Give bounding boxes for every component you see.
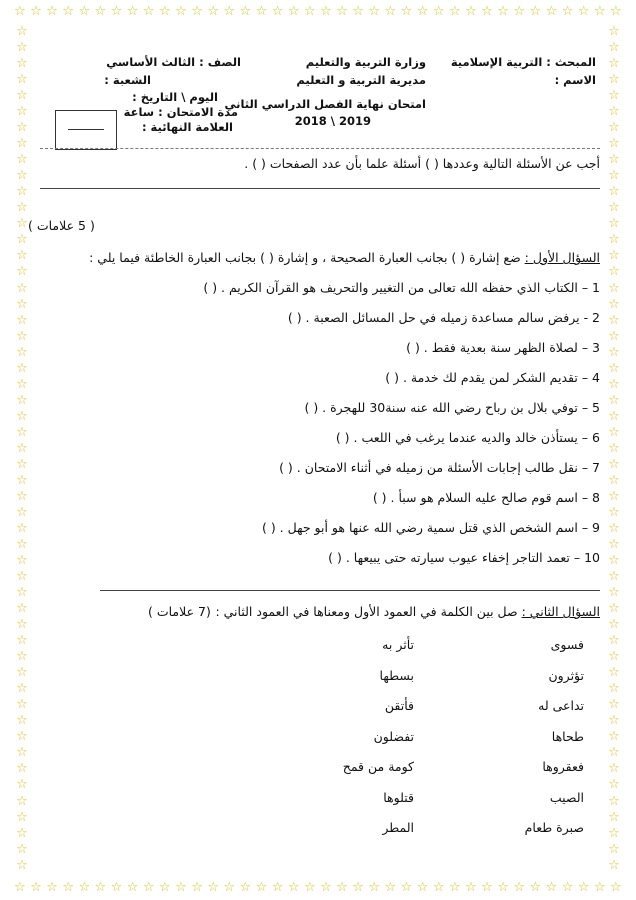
star-icon: ☆ [352,880,364,895]
star-icon: ☆ [513,880,526,895]
star-icon: ☆ [608,24,620,39]
star-icon: ☆ [62,880,74,895]
star-icon: ☆ [16,440,28,456]
q2-title: السؤال الثاني : [521,604,600,619]
name-label: الاسم : [554,73,596,87]
star-icon: ☆ [16,280,28,296]
exam-year: 2018 \ 2019 [294,114,371,128]
star-icon: ☆ [16,745,28,761]
star-icon: ☆ [545,880,558,895]
star-icon: ☆ [16,601,28,617]
star-icon: ☆ [561,4,574,19]
star-icon: ☆ [608,104,620,120]
instructions: أجب عن الأسئلة التالية وعددها ( ) أسئلة علما بأن عدد الصفحات ( ) . [244,156,600,171]
q2-meaning: قتلوها [383,789,414,805]
star-icon: ☆ [46,4,58,19]
star-icon: ☆ [30,880,42,895]
star-icon: ☆ [16,168,28,184]
star-icon: ☆ [207,4,219,19]
star-icon: ☆ [158,880,171,895]
star-icon: ☆ [94,880,107,895]
star-border-right [606,24,622,874]
star-icon: ☆ [16,825,28,841]
star-icon: ☆ [529,880,542,895]
q2-meaning: تفضلون [373,728,414,744]
star-icon: ☆ [223,4,236,19]
star-icon: ☆ [16,184,28,200]
star-icon: ☆ [16,232,28,248]
star-icon: ☆ [608,520,620,536]
star-icon: ☆ [529,4,542,19]
star-icon: ☆ [16,761,28,777]
star-icon: ☆ [608,184,620,200]
star-icon: ☆ [608,136,620,152]
star-icon: ☆ [16,248,28,264]
star-icon: ☆ [608,793,620,809]
q1-instruction: ضع إشارة ( ) بجانب العبارة الصحيحة ، و إشارة ( ) بجانب العبارة الخاطئة فيما يلي : [89,250,521,265]
q1-item: 2 - يرفض سالم مساعدة زميله في حل المسائل الصعبة . ( ) [287,310,600,325]
grade-box-line [68,129,104,130]
star-icon: ☆ [16,681,28,697]
exam-title: امتحان نهاية الفصل الدراسي الثاني [224,97,426,111]
star-icon: ☆ [303,880,316,895]
star-icon: ☆ [16,472,28,488]
q1-heading [89,250,600,265]
star-icon: ☆ [110,4,123,19]
star-icon: ☆ [608,152,620,168]
star-icon: ☆ [608,665,620,681]
star-icon: ☆ [593,880,606,895]
star-icon: ☆ [608,408,620,424]
grade-box [55,110,117,150]
star-icon: ☆ [608,216,620,232]
star-icon: ☆ [608,56,620,72]
star-icon: ☆ [16,392,28,408]
star-icon: ☆ [384,4,397,19]
star-icon: ☆ [608,809,620,825]
star-icon: ☆ [336,4,348,19]
q2-marks: (7 علامات ) [148,604,211,619]
star-icon: ☆ [352,4,364,19]
star-icon: ☆ [16,488,28,504]
star-icon: ☆ [608,601,620,617]
star-icon: ☆ [577,880,590,895]
duration-label: مدة الامتحان : ساعة [123,105,238,119]
star-icon: ☆ [175,4,187,19]
star-icon: ☆ [16,569,28,585]
star-icon: ☆ [432,880,445,895]
subject-label: المبحث : التربية الإسلامية [450,55,596,69]
star-icon: ☆ [610,880,622,895]
section-rule-2 [100,590,600,591]
star-icon: ☆ [608,633,620,649]
star-icon: ☆ [142,880,155,895]
star-icon: ☆ [608,376,620,392]
star-icon: ☆ [608,344,620,360]
q1-item: 5 – توفي بلال بن رباح رضي الله عنه سنة30 للهجرة . ( ) [304,400,600,415]
star-icon: ☆ [94,4,107,19]
star-icon: ☆ [448,880,461,895]
star-icon: ☆ [608,472,620,488]
q2-word: فسوى [550,637,584,652]
star-icon: ☆ [16,120,28,136]
star-icon: ☆ [239,4,252,19]
star-icon: ☆ [110,880,123,895]
star-icon: ☆ [608,488,620,504]
q1-item: 8 – اسم قوم صالح عليه السلام هو سبأ . ( ) [372,490,600,505]
star-icon: ☆ [271,880,284,895]
star-icon: ☆ [158,4,171,19]
star-icon: ☆ [16,376,28,392]
star-icon: ☆ [608,392,620,408]
ministry-label: وزارة التربية والتعليم [305,55,426,69]
star-icon: ☆ [16,729,28,745]
star-icon: ☆ [481,4,493,19]
star-icon: ☆ [608,777,620,793]
star-icon: ☆ [545,4,558,19]
star-icon: ☆ [608,569,620,585]
q2-word: فعقروها [542,759,584,774]
star-icon: ☆ [593,4,606,19]
star-icon: ☆ [16,777,28,793]
star-icon: ☆ [16,617,28,633]
star-icon: ☆ [16,24,28,39]
star-icon: ☆ [16,344,28,360]
star-icon: ☆ [126,880,139,895]
star-icon: ☆ [16,136,28,152]
star-icon: ☆ [608,745,620,761]
star-icon: ☆ [608,456,620,472]
star-icon: ☆ [255,4,268,19]
star-icon: ☆ [142,4,155,19]
star-icon: ☆ [207,880,219,895]
star-icon: ☆ [608,617,620,633]
star-icon: ☆ [239,880,252,895]
star-icon: ☆ [608,296,620,312]
star-icon: ☆ [175,880,187,895]
star-icon: ☆ [16,200,28,216]
star-icon: ☆ [608,168,620,184]
q2-meaning: فأتقن [384,698,414,713]
star-icon: ☆ [16,665,28,681]
star-icon: ☆ [16,456,28,472]
star-icon: ☆ [271,4,284,19]
star-icon: ☆ [608,280,620,296]
star-icon: ☆ [16,841,28,857]
star-icon: ☆ [608,312,620,328]
star-icon: ☆ [400,4,413,19]
star-icon: ☆ [608,360,620,376]
star-icon: ☆ [16,857,28,873]
star-icon: ☆ [608,248,620,264]
star-icon: ☆ [561,880,574,895]
q2-word: طحاها [551,728,584,744]
section-rule-1 [40,188,600,189]
star-icon: ☆ [465,4,477,19]
star-icon: ☆ [16,697,28,713]
star-icon: ☆ [608,553,620,569]
star-icon: ☆ [14,4,26,19]
star-border-left [14,24,30,874]
q1-item: 10 – تعمد التاجر إخفاء عيوب سيارته حتى يبيعها . ( ) [328,550,600,565]
star-icon: ☆ [16,553,28,569]
q2-word: صبرة طعام [524,820,584,835]
q1-title: السؤال الأول : [524,250,600,265]
star-icon: ☆ [608,585,620,601]
star-icon: ☆ [16,360,28,376]
star-icon: ☆ [16,585,28,601]
grade-label: الصف : الثالث الأساسي [106,55,241,69]
star-icon: ☆ [608,424,620,440]
star-icon: ☆ [16,152,28,168]
star-icon: ☆ [513,4,526,19]
q2-instruction: صل بين الكلمة في العمود الأول ومعناها في العمود الثاني : [215,604,518,619]
star-icon: ☆ [78,4,91,19]
star-icon: ☆ [16,312,28,328]
star-icon: ☆ [608,120,620,136]
q1-item: 3 – لصلاة الظهر سنة بعدية فقط . ( ) [406,340,600,355]
star-icon: ☆ [608,440,620,456]
q1-item: 4 – تقديم الشكر لمن يقدم لك خدمة . ( ) [385,370,600,385]
star-icon: ☆ [16,809,28,825]
star-icon: ☆ [16,633,28,649]
star-icon: ☆ [608,88,620,104]
star-icon: ☆ [16,328,28,344]
star-icon: ☆ [16,88,28,104]
star-icon: ☆ [126,4,139,19]
star-icon: ☆ [608,729,620,745]
star-border-bottom [14,880,622,896]
star-icon: ☆ [400,880,413,895]
star-icon: ☆ [16,216,28,232]
star-icon: ☆ [416,4,429,19]
star-icon: ☆ [610,4,622,19]
star-icon: ☆ [191,4,203,19]
q1-item: 7 – نقل طالب إجابات الأسئلة من زميله في أثناء الامتحان . ( ) [279,460,600,475]
star-icon: ☆ [16,264,28,280]
q1-item: 9 – اسم الشخص الذي قتل سمية رضي الله عنها هو أبو جهل . ( ) [261,520,600,535]
q1-item: 1 – الكتاب الذي حفظه الله تعالى من التغيير والتحريف هو القرآن الكريم . ( ) [203,280,600,295]
q2-meaning: المطر [382,820,414,835]
star-icon: ☆ [16,424,28,440]
q2-word: الصيب [549,789,584,805]
star-icon: ☆ [320,880,332,895]
star-icon: ☆ [432,4,445,19]
star-icon: ☆ [608,681,620,697]
star-icon: ☆ [384,880,397,895]
final-mark-label: العلامة النهائية : [141,120,233,134]
star-icon: ☆ [608,264,620,280]
star-icon: ☆ [336,880,348,895]
star-icon: ☆ [16,713,28,729]
star-icon: ☆ [46,880,58,895]
star-icon: ☆ [16,504,28,520]
star-icon: ☆ [481,880,493,895]
star-icon: ☆ [16,56,28,72]
star-icon: ☆ [608,232,620,248]
star-icon: ☆ [497,4,509,19]
star-icon: ☆ [608,504,620,520]
star-icon: ☆ [255,880,268,895]
star-icon: ☆ [62,4,74,19]
star-icon: ☆ [16,649,28,665]
date-label: اليوم \ التاريخ : [132,90,218,104]
q2-heading [215,604,600,619]
star-icon: ☆ [608,857,620,873]
star-icon: ☆ [368,880,381,895]
star-icon: ☆ [368,4,381,19]
star-icon: ☆ [16,537,28,552]
star-icon: ☆ [608,697,620,713]
star-icon: ☆ [608,200,620,216]
star-icon: ☆ [287,880,300,895]
q2-word: تداعى له [538,698,584,713]
star-icon: ☆ [223,880,236,895]
directorate-label: مديرية التربية و التعليم [296,73,426,87]
star-icon: ☆ [608,713,620,729]
star-icon: ☆ [320,4,332,19]
q1-marks: ( 5 علامات ) [28,218,95,233]
q1-item: 6 – يستأذن خالد والديه عندما يرغب في اللعب . ( ) [335,430,600,445]
q2-meaning: تأثر به [382,637,414,652]
star-icon: ☆ [30,4,42,19]
star-icon: ☆ [16,408,28,424]
star-icon: ☆ [465,880,477,895]
star-icon: ☆ [303,4,316,19]
star-icon: ☆ [608,537,620,552]
q2-meaning: كومة من قمح [342,759,414,774]
star-icon: ☆ [78,880,91,895]
star-icon: ☆ [287,4,300,19]
star-icon: ☆ [191,880,203,895]
star-border-top [14,4,622,20]
star-icon: ☆ [608,649,620,665]
star-icon: ☆ [16,296,28,312]
star-icon: ☆ [608,761,620,777]
star-icon: ☆ [608,825,620,841]
star-icon: ☆ [16,793,28,809]
star-icon: ☆ [16,520,28,536]
star-icon: ☆ [448,4,461,19]
section-label: الشعبة : [104,73,151,87]
star-icon: ☆ [608,72,620,88]
star-icon: ☆ [16,40,28,56]
star-icon: ☆ [608,841,620,857]
q2-meaning: بسطها [379,667,414,683]
star-icon: ☆ [608,328,620,344]
star-icon: ☆ [14,880,26,895]
star-icon: ☆ [608,40,620,56]
star-icon: ☆ [497,880,509,895]
star-icon: ☆ [416,880,429,895]
star-icon: ☆ [577,4,590,19]
star-icon: ☆ [16,104,28,120]
star-icon: ☆ [16,72,28,88]
q2-word: تؤثرون [548,667,584,683]
header-separator [40,148,600,149]
